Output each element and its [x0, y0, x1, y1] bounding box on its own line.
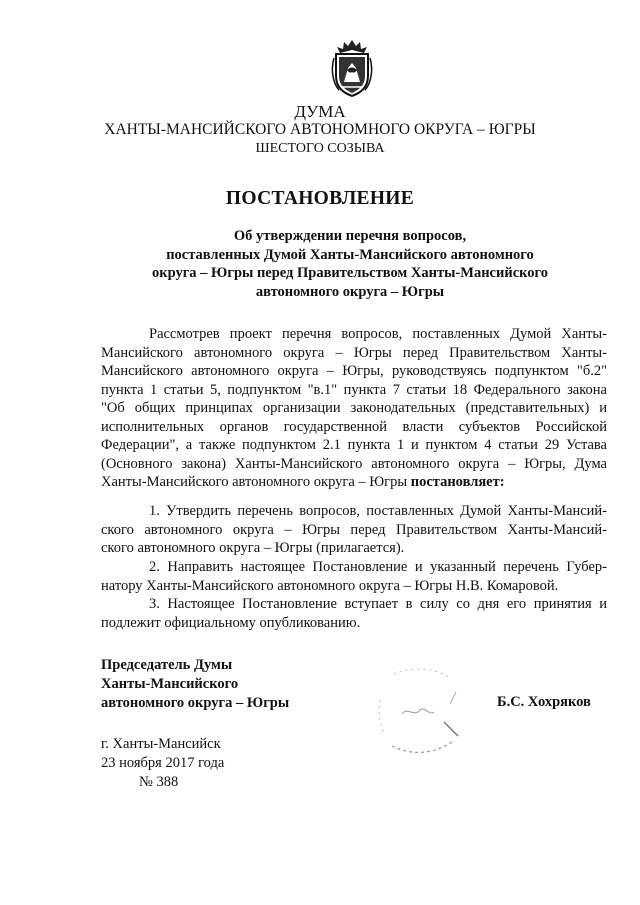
preamble-line: исполнительных органов государственной власти субъектов Российской [101, 418, 607, 435]
subject-line: Об утверждении перечня вопросов, [233, 228, 467, 244]
preamble-line: Ханты-Мансийского автономного округа – Югры [101, 474, 411, 490]
preamble-last-line [101, 473, 607, 492]
document-number: № 388 [139, 774, 179, 790]
subject-line: округа – Югры перед Правительством Ханты-Мансийского [151, 265, 549, 281]
document-subject [140, 227, 560, 301]
item-line: 2. Направить настоящее Постановление и указанный перечень Губер- [149, 559, 607, 575]
item-line: натору Ханты-Мансийского автономного округа – Югры Н.В. Комаровой. [101, 577, 559, 594]
preamble-line: Мансийского автономного округа – Югры, руководствуясь подпунктом "б.2" [101, 363, 607, 379]
preamble-paragraph [101, 325, 607, 492]
resolution-item-3 [101, 595, 607, 632]
item-line: 3. Настоящее Постановление вступает в силу со дня его принятия и [149, 596, 607, 612]
document-type-title: ПОСТАНОВЛЕНИЕ [225, 188, 415, 209]
date-of-adoption: 23 ноября 2017 года [101, 755, 225, 771]
signatory-name: Б.С. Хохряков [497, 694, 591, 710]
signatory-position-line: автономного округа – Югры [101, 695, 290, 711]
resolution-item-1 [101, 502, 607, 558]
subject-line: автономного округа – Югры [255, 283, 445, 300]
issuer-convocation: ШЕСТОГО СОЗЫВА [255, 141, 385, 156]
item-line: подлежит официальному опубликованию. [101, 614, 361, 631]
signatory-position [101, 656, 289, 713]
resolution-item-2 [101, 558, 607, 595]
subject-line: поставленных Думой Ханты-Мансийского автономного [166, 246, 534, 263]
item-line: ского автономного округа – Югры (прилагается). [101, 540, 405, 556]
preamble-line: Рассмотрев проект перечня вопросов, поставленных Думой Ханты- [149, 326, 607, 342]
signatory-position-line: Председатель Думы [101, 657, 233, 673]
preamble-line: Мансийского автономного округа – Югры перед Правительством Ханты- [101, 344, 607, 361]
handwritten-signature-icon [372, 662, 466, 762]
document-requisites [101, 735, 224, 792]
preamble-line: пункта 1 статьи 5, подпунктом "в.1" пункта 7 статьи 18 Федерального закона [101, 381, 607, 398]
signatory-position-line: Ханты-Мансийского [101, 676, 239, 692]
issuer-name: ДУМА [294, 102, 346, 121]
resolves-word: постановляет: [410, 474, 505, 490]
place-of-adoption: г. Ханты-Мансийск [101, 736, 221, 752]
preamble-line: "Об общих принципах организации законодательных (представительных) и [101, 400, 607, 416]
item-line: 1. Утвердить перечень вопросов, поставленных Думой Ханты-Мансий- [149, 503, 607, 519]
issuer-region: ХАНТЫ-МАНСИЙСКОГО АВТОНОМНОГО ОКРУГА – ЮГРЫ [104, 121, 536, 138]
preamble-line: Федерации", а также подпунктом 2.1 пункта 1 и пунктом 4 статьи 29 Устава [101, 437, 607, 453]
item-line: ского автономного округа – Югры перед Правительством Ханты-Мансий- [101, 521, 607, 538]
coat-of-arms-icon [330, 38, 374, 98]
preamble-line: (Основного закона) Ханты-Мансийского автономного округа – Югры, Дума [101, 455, 607, 472]
